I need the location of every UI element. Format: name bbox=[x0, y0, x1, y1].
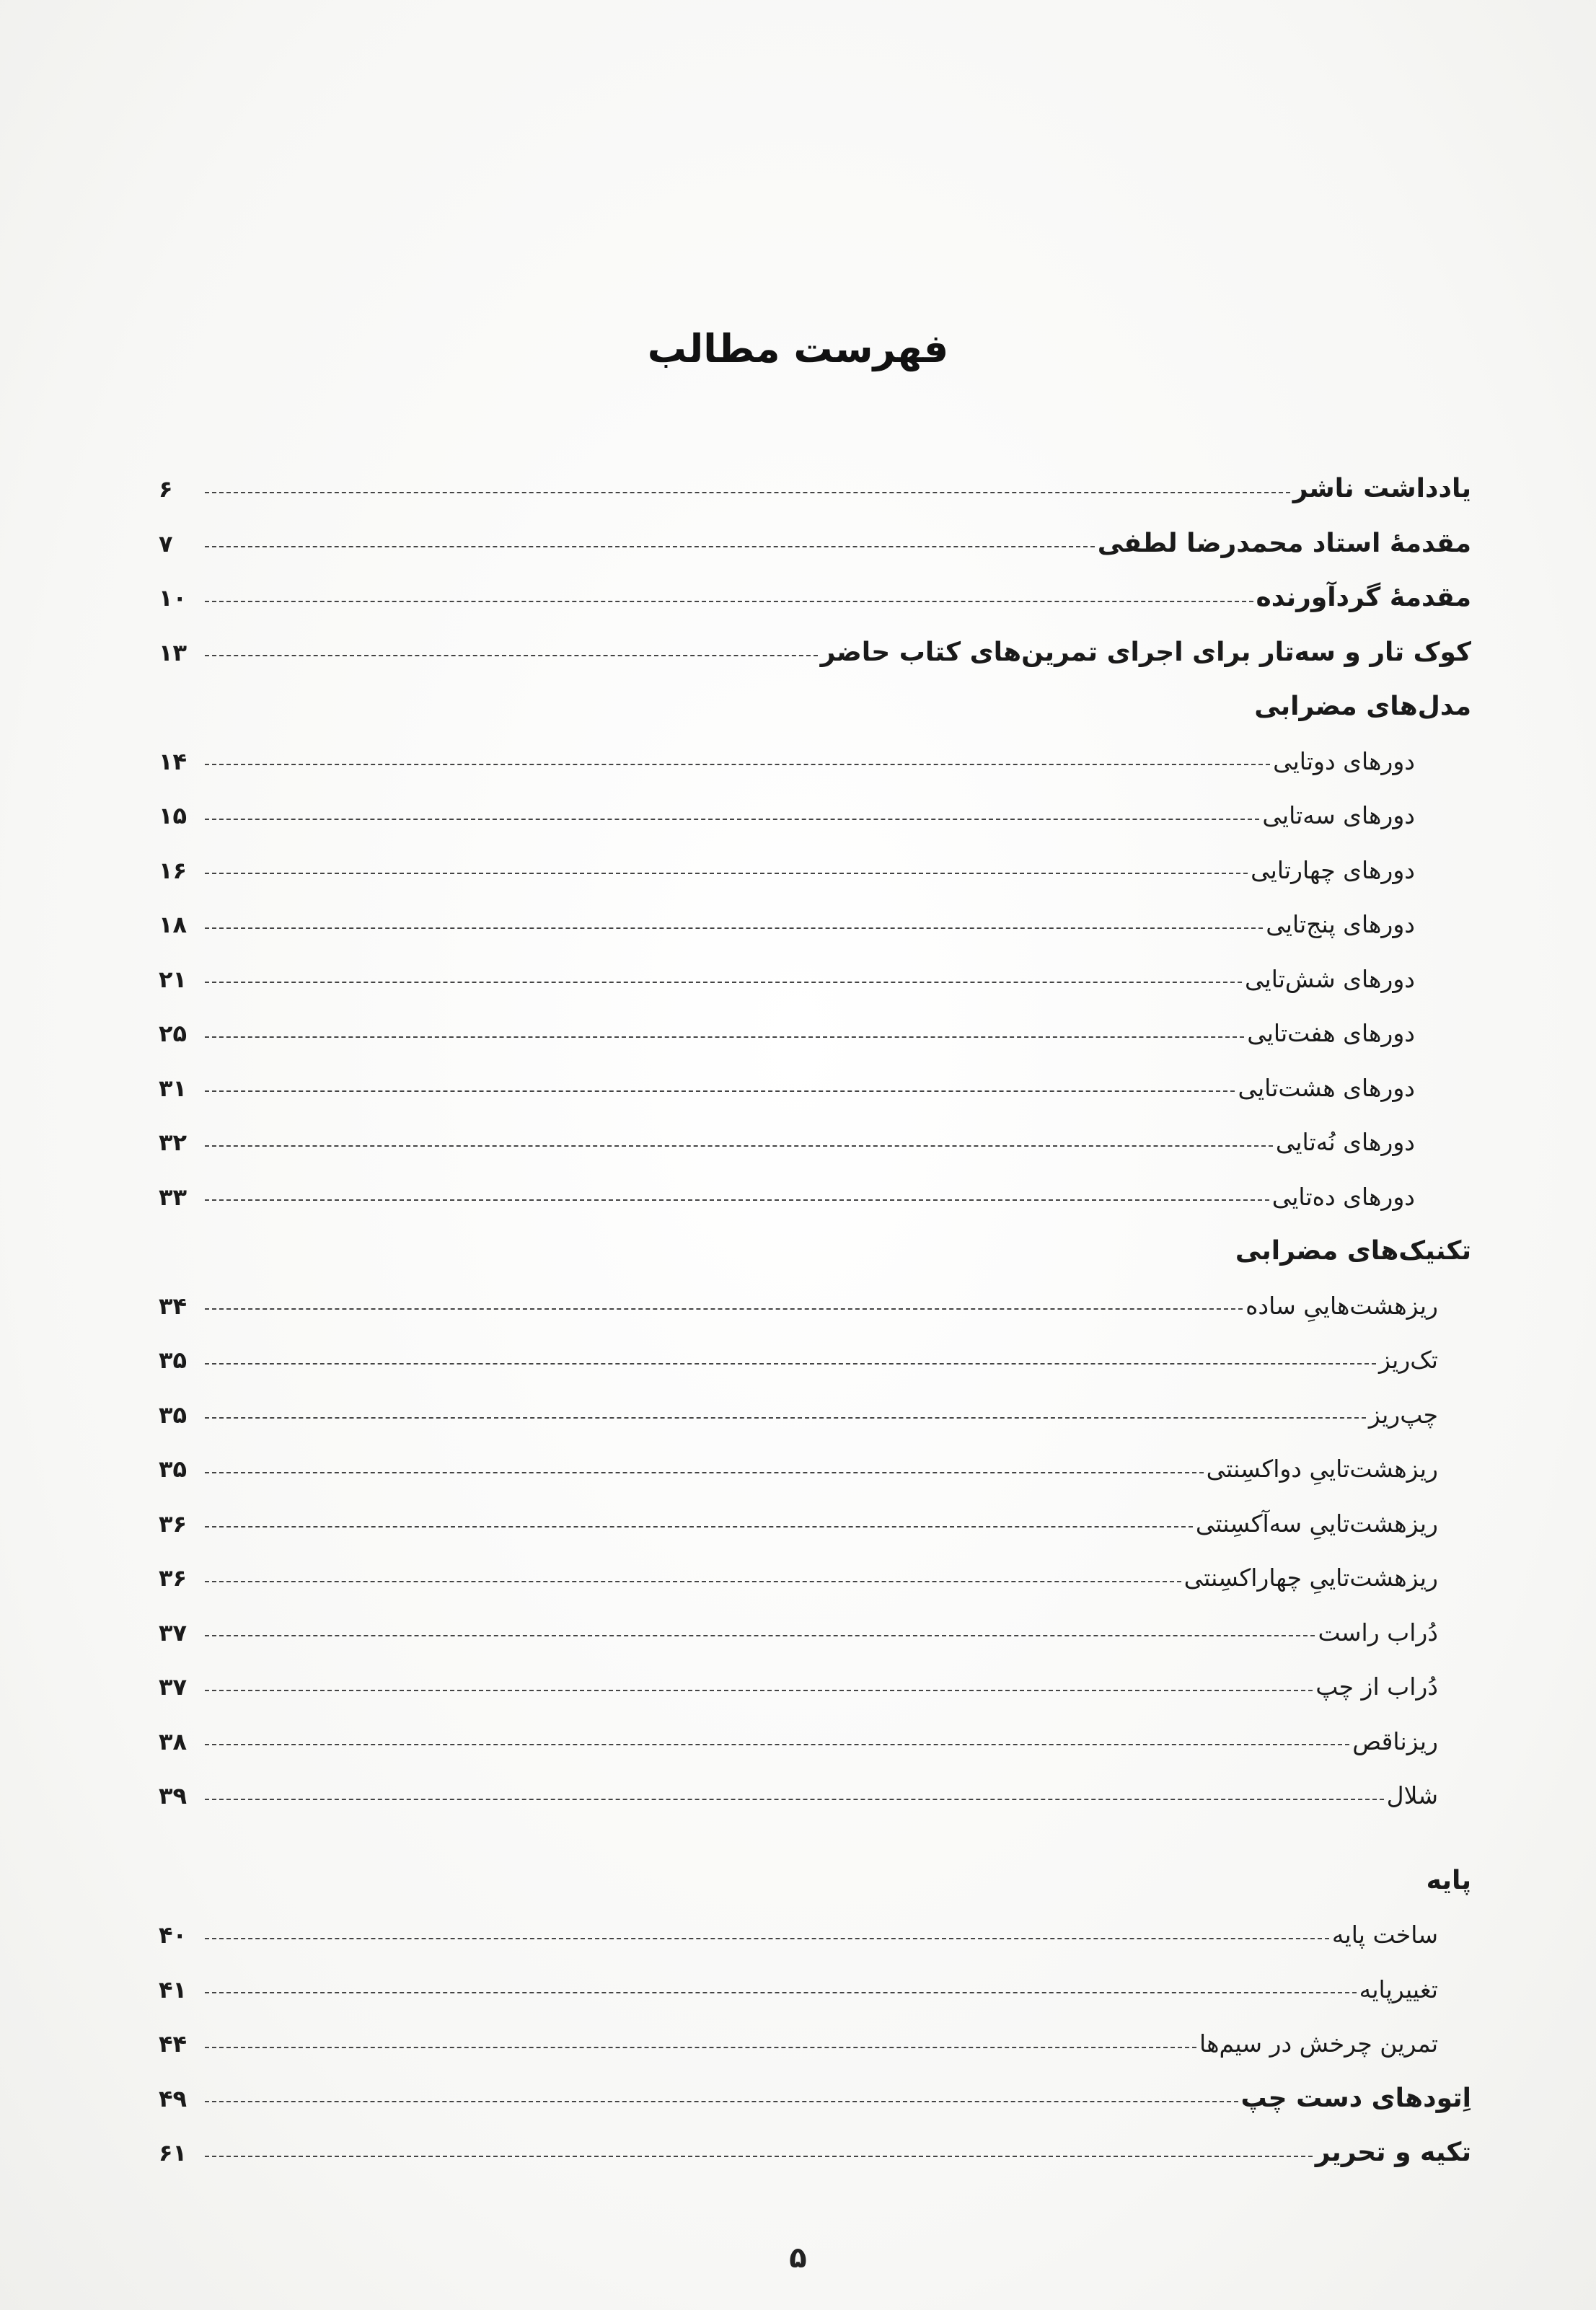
toc-entry-page-number: ۱۸ bbox=[159, 911, 188, 938]
toc-entry-page-number: ۳۵ bbox=[159, 1346, 188, 1374]
dotted-leader bbox=[205, 819, 1259, 820]
table-of-contents bbox=[159, 462, 1471, 2180]
toc-entry-page-number: ۳۷ bbox=[159, 1618, 188, 1646]
toc-entry-label: دورهای هفت‌تایی bbox=[1247, 1019, 1415, 1047]
dotted-leader bbox=[205, 1417, 1366, 1419]
toc-entry-page-number: ۴۰ bbox=[159, 1921, 188, 1949]
toc-entry[interactable] bbox=[159, 1768, 1471, 1823]
toc-entry[interactable] bbox=[159, 516, 1471, 571]
toc-entry[interactable] bbox=[159, 1551, 1471, 1605]
toc-entry-label: دُراب از چپ bbox=[1315, 1672, 1438, 1701]
toc-entry[interactable] bbox=[159, 2016, 1471, 2071]
dotted-leader bbox=[205, 546, 1095, 547]
toc-entry[interactable] bbox=[159, 897, 1471, 952]
toc-entry[interactable] bbox=[159, 1224, 1471, 1279]
dotted-leader bbox=[205, 492, 1290, 493]
toc-entry-label: دورهای هشت‌تایی bbox=[1238, 1073, 1415, 1102]
toc-entry-page-number: ۳۷ bbox=[159, 1673, 188, 1701]
dotted-leader bbox=[205, 2101, 1238, 2102]
toc-entry-label: دُراب راست bbox=[1318, 1618, 1438, 1646]
toc-entry-page-number: ۱۳ bbox=[159, 638, 188, 666]
toc-entry-label: ساخت پایه bbox=[1331, 1921, 1438, 1949]
toc-entry-label: تک‌ریز bbox=[1378, 1346, 1438, 1374]
toc-entry-page-number: ۳۵ bbox=[159, 1401, 188, 1429]
dotted-leader bbox=[205, 1992, 1357, 1993]
dotted-leader bbox=[205, 655, 818, 656]
dotted-leader bbox=[205, 1581, 1181, 1582]
dotted-leader bbox=[205, 1145, 1273, 1147]
toc-entry-label: دورهای پنج‌تایی bbox=[1266, 910, 1415, 938]
toc-entry-label: ریزهشت‌تاییِ سه‌آکسِنتی bbox=[1195, 1509, 1438, 1538]
toc-entry-label: مقدمهٔ گردآورنده bbox=[1256, 583, 1471, 612]
toc-entry[interactable] bbox=[159, 1962, 1471, 2017]
toc-entry-page-number: ۳۴ bbox=[159, 1292, 188, 1320]
toc-entry-page-number: ۴۴ bbox=[159, 2030, 188, 2058]
toc-entry-label: اِتودهای دست چپ bbox=[1240, 2083, 1471, 2113]
toc-entry-page-number: ۳۱ bbox=[159, 1074, 188, 1102]
toc-entry-page-number: ۴۹ bbox=[159, 2084, 188, 2112]
dotted-leader bbox=[205, 982, 1242, 983]
toc-entry[interactable] bbox=[159, 1714, 1471, 1769]
toc-entry[interactable] bbox=[159, 1659, 1471, 1714]
dotted-leader bbox=[205, 1799, 1384, 1800]
dotted-leader bbox=[205, 927, 1263, 929]
toc-entry-page-number: ۴۱ bbox=[159, 1975, 188, 2003]
toc-entry-label: تغییرپایه bbox=[1359, 1975, 1438, 2003]
toc-entry[interactable] bbox=[159, 2071, 1471, 2126]
toc-entry[interactable] bbox=[159, 1279, 1471, 1333]
toc-entry-page-number: ۶ bbox=[159, 475, 173, 503]
toc-entry[interactable] bbox=[159, 1333, 1471, 1388]
toc-entry-page-number: ۷ bbox=[159, 529, 173, 557]
toc-entry-page-number: ۳۲ bbox=[159, 1129, 188, 1156]
dotted-leader bbox=[205, 1090, 1235, 1092]
dotted-leader bbox=[205, 764, 1270, 765]
toc-entry-page-number: ۶۱ bbox=[159, 2139, 188, 2166]
toc-entry-label: شلال bbox=[1386, 1781, 1438, 1809]
toc-entry-label: مدل‌های مضرابی bbox=[1254, 692, 1471, 721]
section-spacer bbox=[159, 1823, 1471, 1853]
toc-entry-page-number: ۲۱ bbox=[159, 965, 188, 993]
toc-entry[interactable] bbox=[159, 734, 1471, 789]
toc-entry[interactable] bbox=[159, 625, 1471, 680]
dotted-leader bbox=[205, 873, 1248, 874]
toc-entry-label: کوک تار و سه‌تار برای اجرای تمرین‌های کتاب حاضر bbox=[820, 637, 1471, 667]
dotted-leader bbox=[205, 1363, 1376, 1365]
toc-entry-label: تمرین چرخش در سیم‌ها bbox=[1199, 2029, 1438, 2058]
toc-entry-page-number: ۳۶ bbox=[159, 1509, 188, 1538]
toc-entry-label: دورهای شش‌تایی bbox=[1245, 964, 1415, 993]
dotted-leader bbox=[205, 1526, 1193, 1527]
page-number: ۵ bbox=[789, 2241, 807, 2275]
toc-entry-label: پایه bbox=[1426, 1865, 1471, 1895]
toc-entry[interactable] bbox=[159, 1170, 1471, 1225]
toc-entry[interactable] bbox=[159, 1061, 1471, 1116]
toc-entry[interactable] bbox=[159, 952, 1471, 1007]
dotted-leader bbox=[205, 1635, 1315, 1636]
toc-entry-page-number: ۱۵ bbox=[159, 802, 188, 829]
toc-entry-label: چپ‌ریز bbox=[1368, 1400, 1438, 1429]
toc-entry-label: ریزناقص bbox=[1352, 1727, 1438, 1755]
dotted-leader bbox=[205, 1744, 1349, 1745]
dotted-leader bbox=[205, 2156, 1313, 2157]
toc-entry[interactable] bbox=[159, 462, 1471, 516]
toc-entry[interactable] bbox=[159, 1908, 1471, 1962]
toc-entry[interactable] bbox=[159, 843, 1471, 898]
toc-entry-label: تکیه و تحریر bbox=[1315, 2138, 1471, 2167]
toc-entry-page-number: ۱۰ bbox=[159, 584, 188, 612]
toc-entry[interactable] bbox=[159, 1115, 1471, 1170]
toc-entry-label: دورهای نُه‌تایی bbox=[1275, 1128, 1415, 1156]
toc-entry-label: دورهای ده‌تایی bbox=[1271, 1182, 1415, 1211]
toc-entry[interactable] bbox=[159, 788, 1471, 843]
page-title: فهرست مطالب bbox=[647, 326, 949, 371]
toc-entry-page-number: ۳۳ bbox=[159, 1183, 188, 1211]
toc-entry-label: ریزهشت‌تاییِ چهاراکسِنتی bbox=[1183, 1564, 1438, 1592]
toc-entry-page-number: ۳۸ bbox=[159, 1727, 188, 1755]
toc-entry-label: دورهای سه‌تایی bbox=[1262, 801, 1415, 829]
toc-entry-page-number: ۳۹ bbox=[159, 1782, 188, 1809]
toc-entry-page-number: ۳۵ bbox=[159, 1455, 188, 1483]
toc-entry[interactable] bbox=[159, 1605, 1471, 1660]
toc-entry[interactable] bbox=[159, 1442, 1471, 1496]
toc-entry[interactable] bbox=[159, 1388, 1471, 1442]
toc-entry-page-number: ۱۴ bbox=[159, 747, 188, 775]
toc-entry[interactable] bbox=[159, 570, 1471, 625]
toc-entry-label: دورهای چهارتایی bbox=[1251, 855, 1415, 884]
dotted-leader bbox=[205, 601, 1253, 602]
toc-entry-label: دورهای دوتایی bbox=[1273, 746, 1415, 775]
toc-entry-label: یادداشت ناشر bbox=[1292, 474, 1471, 503]
dotted-leader bbox=[205, 1690, 1313, 1691]
dotted-leader bbox=[205, 1036, 1244, 1038]
toc-entry-page-number: ۱۶ bbox=[159, 856, 188, 884]
toc-entry[interactable] bbox=[159, 1006, 1471, 1061]
toc-entry[interactable] bbox=[159, 2125, 1471, 2180]
toc-entry-page-number: ۳۶ bbox=[159, 1564, 188, 1592]
dotted-leader bbox=[205, 1199, 1269, 1201]
dotted-leader bbox=[205, 1308, 1243, 1310]
toc-entry-label: ریزهشت‌تاییِ دواکسِنتی bbox=[1206, 1455, 1438, 1483]
toc-entry-label: ریزهشت‌هاییِ ساده bbox=[1246, 1291, 1438, 1320]
toc-entry-page-number: ۲۵ bbox=[159, 1020, 188, 1047]
dotted-leader bbox=[205, 1472, 1204, 1473]
toc-entry-label: مقدمهٔ استاد محمدرضا لطفی bbox=[1097, 528, 1471, 558]
toc-entry[interactable] bbox=[159, 1496, 1471, 1551]
toc-entry-label: تکنیک‌های مضرابی bbox=[1235, 1236, 1471, 1266]
toc-entry[interactable] bbox=[159, 679, 1471, 734]
dotted-leader bbox=[205, 1938, 1329, 1939]
dotted-leader bbox=[205, 2047, 1196, 2048]
toc-entry[interactable] bbox=[159, 1853, 1471, 1908]
